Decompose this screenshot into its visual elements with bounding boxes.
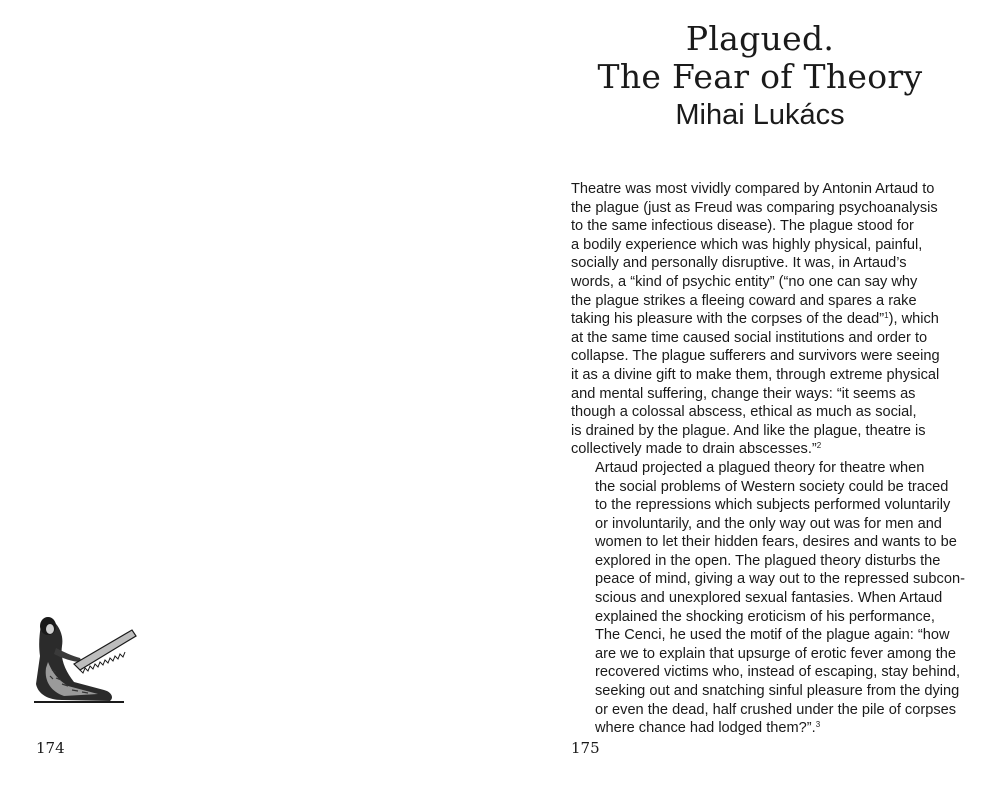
text-line: peace of mind, giving a way out to the repressed subcon- [595,571,965,588]
chapter-title-line1: Plagued. [685,19,835,58]
text-line [571,440,963,459]
text-line: are we to explain that upsurge of erotic fever among the [595,645,957,662]
text-line: the plague strikes a fleeing coward and spares a rake [571,292,917,309]
footnote-ref-3: 3 [815,720,821,730]
author-name: Mihai Lukács [675,99,845,131]
text-line: Artaud projected a plagued theory for theatre when [595,459,925,476]
text-line: and mental suffering, change their ways: “it seems as [571,385,916,402]
text-line: the social problems of Western society could be traced [595,478,949,495]
text-segment: taking his pleasure with the corpses of the dead” [571,311,885,328]
footnote-ref-2: 2 [816,441,822,451]
footnote-ref-1: 1 [884,311,889,321]
text-line: explained the shocking eroticism of his performance, [595,608,935,625]
text-line: or involuntarily, and the only way out was for men and [595,515,942,532]
text-line: a bodily experience which was highly physical, painful, [571,236,923,253]
body-text [571,180,963,738]
text-line: explored in the open. The plagued theory disturbs the [595,552,941,569]
text-line: The Cenci, he used the motif of the plague again: “how [595,627,950,644]
text-line: recovered victims who, instead of escaping, stay behind, [595,664,961,681]
text-line [571,719,963,738]
page-number-left: 174 [36,739,65,757]
woodcut-illustration [28,612,138,704]
text-line: socially and personally disruptive. It was, in Artaud’s [571,255,907,272]
text-line: Theatre was most vividly compared by Antonin Artaud to [571,181,935,197]
paragraph-1 [571,180,963,459]
text-line: scious and unexplored sexual fantasies. When Artaud [595,590,943,607]
text-line: is drained by the plague. And like the plague, theatre is [571,422,926,439]
text-segment: ), which [888,311,939,328]
paragraph-2 [571,459,963,738]
text-line: seeking out and snatching sinful pleasure from the dying [595,683,960,700]
text-line: or even the dead, half crushed under the pile of corpses [595,701,957,718]
text-line: to the repressions which subjects performed voluntarily [595,497,951,514]
text-line: it as a divine gift to make them, through extreme physical [571,366,940,383]
text-line: collapse. The plague sufferers and survivors were seeing [571,348,940,365]
chapter-heading [580,20,940,132]
text-segment: where chance had lodged them?”. [595,720,816,737]
text-line: though a colossal abscess, ethical as much as social, [571,404,917,421]
text-line: the plague (just as Freud was comparing psychoanalysis [571,199,938,216]
text-line: at the same time caused social institutions and order to [571,329,928,346]
text-line [571,310,963,329]
text-line: women to let their hidden fears, desires and wants to be [595,534,957,551]
page-number-right: 175 [571,739,600,757]
text-line: to the same infectious disease). The plague stood for [571,218,914,235]
text-segment: collectively made to drain abscesses.” [571,441,817,458]
right-page [500,0,1000,785]
chapter-title-line2: The Fear of Theory [597,57,923,96]
text-line: words, a “kind of psychic entity” (“no one can say why [571,273,918,290]
